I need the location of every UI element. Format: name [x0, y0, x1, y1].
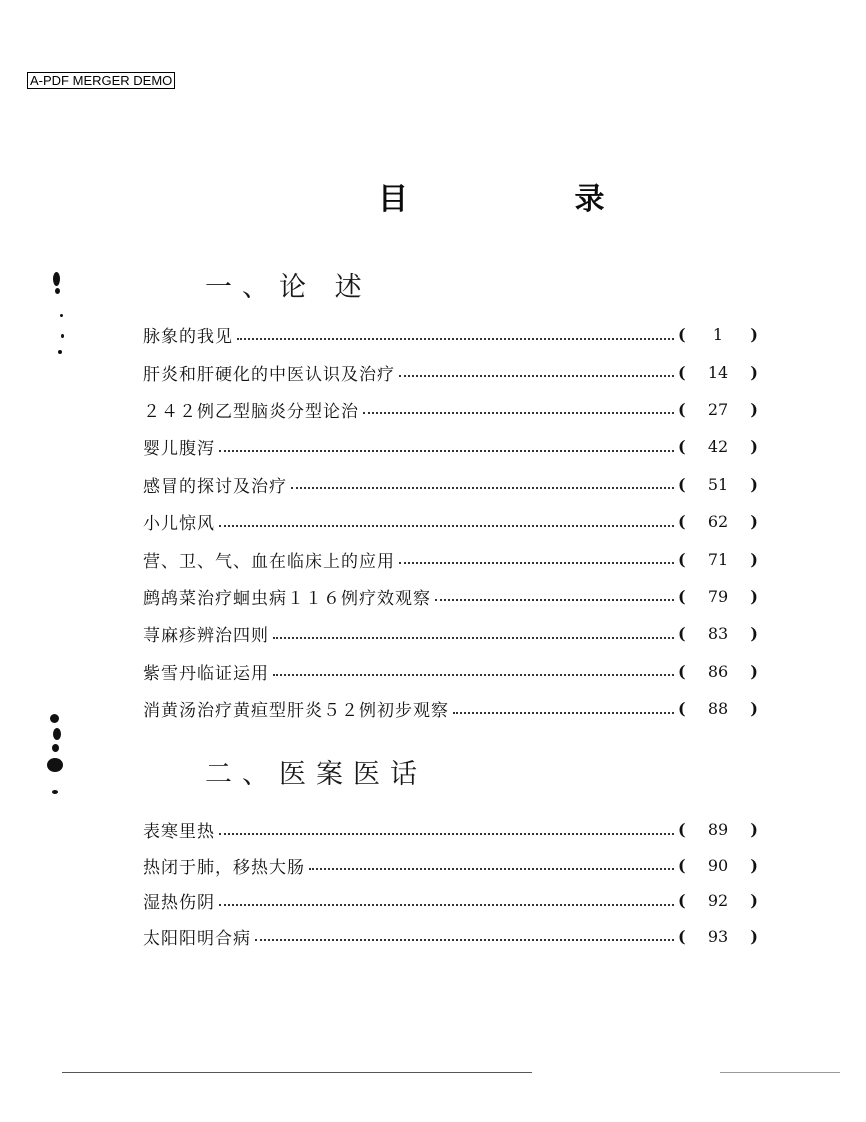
toc-entry-title: 小儿惊风: [143, 514, 215, 535]
page-reference: ( 51 ): [678, 474, 758, 494]
scan-smudge: [55, 288, 60, 294]
toc-entry-title: 湿热伤阴: [143, 893, 215, 914]
dot-leader: [219, 904, 674, 906]
page-number: 93: [707, 926, 729, 946]
scan-smudge: [58, 350, 62, 354]
scan-smudge: [52, 744, 59, 752]
section-heading-lunshu: 一、论 述: [205, 272, 372, 303]
dot-leader: [273, 637, 674, 639]
section-heading-yian-yihua: 二、医案医话: [205, 759, 427, 790]
scan-smudge: [61, 334, 64, 338]
page-number: 89: [707, 820, 729, 840]
dot-leader: [219, 525, 674, 527]
page-reference: ( 93 ): [678, 926, 758, 946]
dot-leader: [399, 375, 674, 377]
toc-entry[interactable]: [143, 466, 758, 503]
toc-entry[interactable]: [143, 428, 758, 465]
dot-leader: [453, 712, 674, 714]
toc-entry-title: 消黄汤治疗黄疸型肝炎５２例初步观察: [143, 701, 449, 722]
page-title: 目 录: [378, 182, 683, 217]
toc-entry[interactable]: [143, 503, 758, 540]
dot-leader: [219, 833, 674, 835]
page-number: 27: [707, 399, 729, 419]
page-number: 1: [712, 325, 724, 345]
toc-entry-title: 婴儿腹泻: [143, 439, 215, 460]
page-number: 51: [707, 474, 729, 494]
page-number: 79: [707, 586, 729, 606]
toc-entry-title: 脉象的我见: [143, 327, 233, 348]
page-number: 42: [707, 437, 729, 457]
dot-leader: [273, 674, 674, 676]
page-number: 88: [707, 699, 729, 719]
page-reference: ( 14 ): [678, 362, 758, 382]
toc-list-section-2: [143, 812, 758, 954]
page-reference: ( 1 ): [678, 325, 758, 345]
page-number: 92: [707, 891, 729, 911]
toc-entry[interactable]: [143, 812, 758, 848]
page-reference: ( 90 ): [678, 855, 758, 875]
page-reference: ( 88 ): [678, 699, 758, 719]
scan-smudge: [52, 790, 58, 794]
toc-entry-title: 感冒的探讨及治疗: [143, 476, 287, 497]
watermark-label: A-PDF MERGER DEMO: [27, 72, 175, 89]
toc-entry-title: 鹧鸪菜治疗蛔虫病１１６例疗效观察: [143, 588, 431, 609]
toc-entry-title: 荨麻疹辨治四则: [143, 626, 269, 647]
scan-bottom-line: [62, 1072, 532, 1073]
dot-leader: [435, 599, 674, 601]
toc-entry-title: 营、卫、气、血在临床上的应用: [143, 551, 395, 572]
toc-entry-title: 太阳阳明合病: [143, 928, 251, 949]
dot-leader: [237, 338, 674, 340]
page-reference: ( 92 ): [678, 891, 758, 911]
toc-entry[interactable]: [143, 540, 758, 577]
scan-smudge: [60, 314, 63, 317]
toc-entry[interactable]: [143, 316, 758, 353]
toc-entry[interactable]: [143, 690, 758, 727]
toc-entry-title: 紫雪丹临证运用: [143, 663, 269, 684]
page-number: 71: [707, 549, 729, 569]
scan-smudge: [47, 758, 63, 772]
page-reference: ( 86 ): [678, 661, 758, 681]
toc-entry-title: 肝炎和肝硬化的中医认识及治疗: [143, 364, 395, 385]
toc-entry[interactable]: [143, 919, 758, 955]
dot-leader: [219, 450, 674, 452]
page-reference: ( 83 ): [678, 624, 758, 644]
toc-entry[interactable]: [143, 353, 758, 390]
dot-leader: [363, 412, 674, 414]
toc-entry-title: ２４２例乙型脑炎分型论治: [143, 401, 359, 422]
page-reference: ( 27 ): [678, 399, 758, 419]
page-number: 83: [707, 624, 729, 644]
page-reference: ( 71 ): [678, 549, 758, 569]
dot-leader: [399, 562, 674, 564]
toc-list-section-1: [143, 316, 758, 727]
page-reference: ( 89 ): [678, 820, 758, 840]
toc-entry-title: 热闭于肺，移热大肠: [143, 857, 305, 878]
scan-smudge: [53, 272, 60, 286]
page-number: 86: [707, 661, 729, 681]
dot-leader: [309, 868, 674, 870]
scan-smudge: [50, 714, 59, 723]
toc-entry[interactable]: [143, 615, 758, 652]
toc-entry-title: 表寒里热: [143, 822, 215, 843]
page-number: 90: [707, 855, 729, 875]
toc-entry[interactable]: [143, 578, 758, 615]
scan-bottom-line: [720, 1072, 840, 1073]
toc-entry[interactable]: [143, 883, 758, 919]
dot-leader: [291, 487, 674, 489]
toc-entry[interactable]: [143, 848, 758, 884]
page-reference: ( 79 ): [678, 586, 758, 606]
toc-entry[interactable]: [143, 653, 758, 690]
page-reference: ( 62 ): [678, 512, 758, 532]
dot-leader: [255, 939, 674, 941]
page-reference: ( 42 ): [678, 437, 758, 457]
scan-smudge: [53, 728, 61, 740]
page-number: 14: [707, 362, 729, 382]
page-number: 62: [707, 512, 729, 532]
toc-entry[interactable]: [143, 391, 758, 428]
